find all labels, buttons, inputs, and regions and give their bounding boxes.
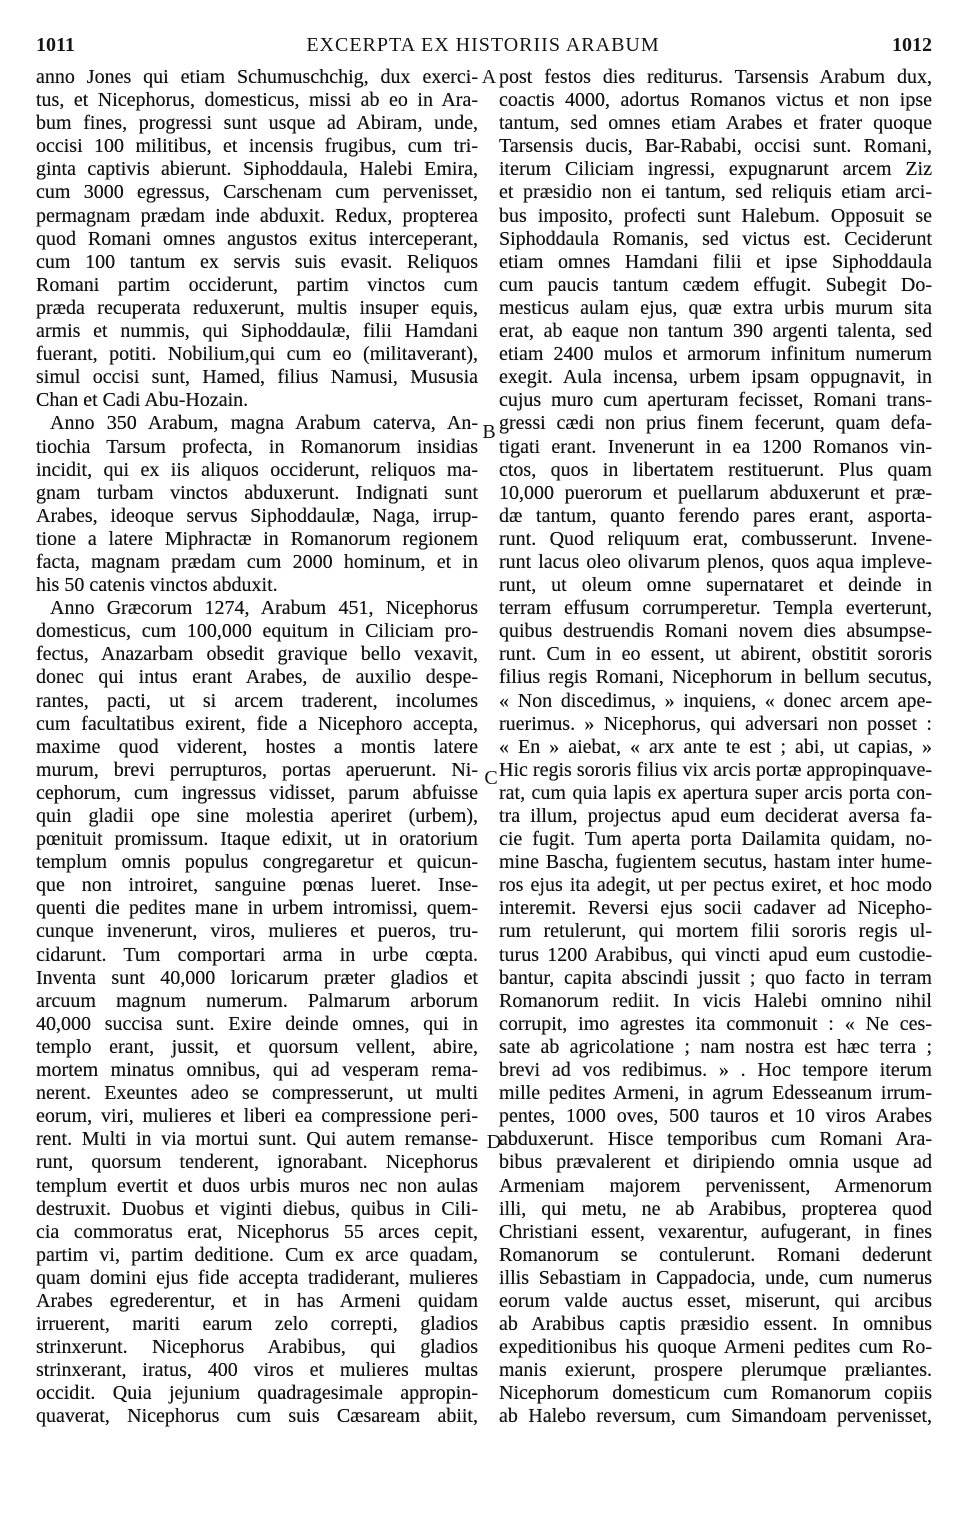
text-line: 40,000 succisa sunt. Exire deinde omnes, qui in (36, 1012, 478, 1035)
text-line: donec qui intus erant Arabes, de auxilio despe- (36, 666, 478, 689)
text-line: illi, qui metu, ne ab Arabibus, propterea quod (499, 1197, 932, 1220)
text-line: tantum, sed omnes etiam Arabes et frater quoque (499, 112, 932, 135)
text-line: iterum Ciliciam ingressi, expugnarunt arcem Ziz (499, 158, 932, 181)
text-line: interemit. Reversi ejus socii cadaver ad Nicepho- (499, 897, 932, 920)
page-number-left: 1011 (36, 34, 75, 56)
text-line: partim vi, partim deditione. Cum ex arce quadam, (36, 1243, 478, 1266)
text-line: dæ tantum, quanto ferendo pares erant, asporta- (499, 504, 932, 527)
text-line: templo erant, jussit, et quorsum vellent, abire, (36, 1035, 478, 1058)
text-line: eorum, viri, mulieres et liberi ea compressione peri- (36, 1105, 478, 1128)
text-line: terram effusum corrumperetur. Templa everterunt, (499, 597, 932, 620)
text-line: ruerimus. » Nicephorus, qui adversari non posset : (499, 712, 932, 735)
text-line: incidit, qui ex iis aliquos occiderunt, reliquos ma- (36, 458, 478, 481)
text-line: Siphoddaula Romanis, sed victus est. Ceciderunt (499, 227, 932, 250)
paragraph (36, 412, 478, 597)
text-line: mine Bascha, fugientem secutus, hastam inter hume- (499, 851, 932, 874)
text-line: rat, cum quia lapis ex apertura super arcis porta con- (499, 781, 932, 804)
margin-letter-b: B (482, 421, 496, 443)
text-line: his 50 catenis vinctos abduxit. (36, 574, 278, 597)
text-line: rantes, pacti, ut si arcem traderent, incolumes (36, 689, 478, 712)
text-line: rent. Multi in via mortui sunt. Qui autem remanse- (36, 1128, 478, 1151)
paragraph (36, 66, 478, 412)
text-line: cidarunt. Tum comportari arma in urbe cœpta. (36, 943, 478, 966)
text-line: Arabes, ideoque servus Siphoddaulæ, Naga, irrup- (36, 504, 478, 527)
text-line: præda recuperata reduxerunt, multis insuper equis, (36, 296, 478, 319)
text-line: gnam turbam vinctos abduxerunt. Indignati sunt (36, 481, 478, 504)
text-line: mille pedites Armeni, in agrum Edesseanum irrum- (499, 1082, 932, 1105)
text-line: Anno 350 Arabum, magna Arabum caterva, An- (50, 412, 478, 435)
text-line: Arabes egrederentur, et in has Armeni quidam (36, 1289, 478, 1312)
text-line: Hic regis sororis filius vix arcis portæ appropinquave- (499, 758, 932, 781)
left-column (36, 66, 478, 1429)
text-line: eorum valde auctus esset, miserunt, qui arcibus (499, 1289, 932, 1312)
text-line: pœnituit promissum. Itaque edixit, ut in oratorium (36, 828, 478, 851)
text-line: tra illum, projectus apud eum deciderat aversa fa- (499, 805, 932, 827)
text-line: ab Halebo reversum, cum Simandoam pervenisset, (499, 1405, 932, 1428)
text-line: templum evertit et duos urbis muros nec non aulas (36, 1174, 478, 1197)
text-line: quaverat, Nicephorus cum suis Cæsaream abiit, (36, 1405, 478, 1428)
text-line: runt. Quod reliquum erat, combusserunt. Invene- (499, 527, 932, 550)
text-line: Armeniam majorem pervenissent, Armenorum (499, 1174, 932, 1197)
text-line: Tarsensis ducis, Bar-Rababi, occisi sunt. Romani, (499, 135, 932, 158)
text-line: tione a latere Miphractæ in Romanorum regionem (36, 527, 478, 550)
text-line: runt, ut oleum omne supernataret et deinde in (499, 574, 932, 597)
text-line: permagnam prædam inde abduxit. Redux, propterea (36, 204, 478, 227)
text-line: ginta captivis abierunt. Siphoddaula, Halebi Emira, (36, 158, 478, 181)
text-line: exegit. Aula incensa, urbem ipsam oppugnavit, in (499, 366, 932, 389)
text-line: abduxerunt. Hisce temporibus cum Romani Ara- (499, 1128, 932, 1151)
text-line: Romanorum rediit. In vicis Halebi omnino nihil (499, 989, 932, 1012)
text-line: arcuum magnum numerum. Palmarum arborum (36, 989, 478, 1012)
text-line: rum retulerunt, qui mortem filii sororis regis ul- (499, 920, 932, 943)
text-line: que non introiret, sanguine pœnas lueret. Inse- (36, 874, 478, 897)
text-line: bus imposito, profecti sunt Halebum. Opposuit se (499, 204, 932, 227)
text-line: fuerant, potiti. Nobilium,qui cum eo (militaverant), (36, 343, 478, 366)
text-line: strinxerunt. Nicephorus Arabibus, qui gladios (36, 1336, 478, 1359)
text-line: Christiani essent, vexarentur, aufugerant, in fines (499, 1220, 932, 1243)
text-line: cum facultatibus exirent, fide a Nicephoro accepta, (36, 712, 478, 735)
text-line: gressi cædi non prius finem fecerunt, quam defa- (499, 412, 932, 435)
text-line: armis et nummis, qui Siphoddaulæ, filii Hamdani (36, 320, 478, 343)
text-line: etiam omnes Hamdani filii et ipse Siphoddaula (499, 250, 932, 273)
text-line: bum fines, progressi sunt usque ad Abiram, unde, (36, 112, 478, 135)
text-line: 10,000 puerorum et puellarum abduxerunt et præ- (499, 481, 932, 504)
text-line: quam domini ejus fide accepta tradiderant, mulieres (36, 1266, 478, 1289)
text-line: cie fugit. Tum aperta porta Dailamita quidam, no- (499, 828, 932, 851)
text-line: strinxerant, iratus, 400 viros et mulieres multas (36, 1359, 478, 1382)
text-line: corrupit, imo agrestes ita commonuit : « Ne ces- (499, 1012, 932, 1035)
text-line: cum 100 tantum ex servis suis evasit. Reliquos (36, 250, 478, 273)
text-line: runt, quorsum tenderent, ignorabant. Nicephorus (36, 1151, 478, 1174)
text-line: ctos, quos in libertatem restituerunt. Plus quam (499, 458, 932, 481)
text-line: fectus, Anazarbam obsedit gravique bello vexavit, (36, 643, 478, 666)
page-number-right: 1012 (892, 34, 932, 56)
text-line: cia commoratus erat, Nicephorus 55 arces cepit, (36, 1220, 478, 1243)
text-line: Chan et Cadi Abu-Hozain. (36, 389, 249, 412)
text-line: erat, ab eaque non tantum 390 argenti talenta, sed (499, 320, 932, 343)
text-line: quod Romani omnes angustos exitus interceperant, (36, 227, 478, 250)
text-line: post festos dies rediturus. Tarsensis Arabum dux, (499, 66, 932, 88)
text-line: cum 3000 egressus, Carschenam cum pervenisset, (36, 181, 478, 204)
text-line: murum, brevi perrupturos, portas aperuerunt. Ni- (36, 758, 478, 781)
text-line: maxime quod viderent, hostes a montis latere (36, 735, 478, 758)
text-line: ab Arabibus captis præsidio essent. In omnibus (499, 1313, 932, 1336)
text-line: occisi 100 militibus, et incensis frugibus, cum tri- (36, 135, 478, 158)
text-line: manis exierunt, prospere plerumque præliantes. (499, 1359, 932, 1382)
text-line: Anno Græcorum 1274, Arabum 451, Nicephorus (50, 597, 478, 620)
text-line: tigati erant. Invenerunt in ea 1200 Romanos vin- (499, 435, 932, 458)
text-line: expeditionibus his quoque Armeni pedites cum Ro- (499, 1336, 932, 1359)
text-line: occidit. Quia jejunium quadragesimale appropin- (36, 1382, 478, 1405)
text-line: runt. Cum in eo essent, ut abirent, obstitit sororis (499, 643, 932, 666)
text-line: templum omnis populus congregaretur et quicun- (36, 851, 478, 874)
text-line: anno Jones qui etiam Schumuschchig, dux exerci- (36, 66, 478, 88)
text-line: Romani partim occiderunt, partim vinctos cum (36, 273, 478, 296)
text-line: nerent. Exeuntes adeo se compresserunt, ut multi (36, 1082, 478, 1105)
text-line: tus, et Nicephorus, domesticus, missi ab eo in Ara- (36, 89, 478, 112)
text-line: tiochia Tarsum profecta, in Romanorum insidias (36, 435, 478, 458)
text-line: Romanorum se contulerunt. Romani dederunt (499, 1243, 932, 1266)
running-title: EXCERPTA EX HISTORIIS ARABUM (306, 34, 660, 56)
text-line: irruerent, mariti earum zelo correpti, gladios (36, 1313, 478, 1336)
text-line: illis Sebastiam in Cappadocia, unde, cum numerus (499, 1266, 932, 1289)
text-line: cujus muro cum aperturam fecisset, Romani trans- (499, 389, 932, 412)
margin-letter-a: A (481, 66, 497, 88)
text-line: quin gladii ope sine molestia aperiret (urbem), (36, 805, 478, 827)
text-line: et præsidio non ei tantum, sed reliquis etiam arci- (499, 181, 932, 204)
paragraph (36, 597, 478, 1428)
text-line: brevi ad vos redibimus. » . Hoc tempore iterum (499, 1059, 932, 1082)
text-line: ros ejus ita adegit, ut per pectus exiret, et hoc modo (499, 874, 932, 897)
text-line: « En » aiebat, « arx ante te est ; abi, ut capias, » (499, 735, 932, 758)
text-line: mortem minatus omnibus, qui ad vesperam rema- (36, 1059, 478, 1082)
margin-letter-c: C (484, 767, 498, 789)
text-line: runt lacus oleo olivarum plenos, quos aqua impleve- (499, 550, 932, 573)
text-line: turus 1200 Arabibus, qui vincti apud eum custodie- (499, 943, 932, 966)
text-line: Inventa sunt 40,000 loricarum præter gladios et (36, 966, 478, 989)
text-line: mesticus aulam ejus, quæ extra urbis murum sita (499, 296, 932, 319)
text-line: filius regis Romani, Nicephorum in bellum secutus, (499, 666, 932, 689)
text-line: domesticus, cum 100,000 equitum in Ciliciam pro- (36, 620, 478, 643)
text-line: bantur, capita abscindi jussit ; quo facto in terram (499, 966, 932, 989)
right-column (499, 66, 932, 1429)
text-line: quibus destruendis Romani novem dies absumpse- (499, 620, 932, 643)
text-line: Nicephorum domesticum cum Romanorum copiis (499, 1382, 932, 1405)
text-line: facta, magnam prædam cum 2000 hominum, et in (36, 550, 478, 573)
text-line: simul occisi sunt, Hamed, filius Namusi, Mususia (36, 366, 478, 389)
text-line: cum paucis tantum cædem effugit. Subegit Do- (499, 273, 932, 296)
text-line: coactis 4000, adortus Romanos victus et non ipse (499, 89, 932, 112)
paragraph (499, 66, 932, 1429)
text-line: « Non discedimus, » inquiens, « donec arcem ape- (499, 689, 932, 712)
text-line: cunque invenerunt, viros, mulieres et pueros, tru- (36, 920, 478, 943)
text-line: quenti die pedites mane in urbem intromissi, quem- (36, 897, 478, 920)
text-line: etiam 2400 mulos et armorum infinitum numerum (499, 343, 932, 366)
text-line: bibus prævalerent et diripiendo omnia usque ad (499, 1151, 932, 1174)
text-line: pentes, 1000 oves, 500 tauros et 10 viros Arabes (499, 1105, 932, 1128)
text-line: sate ab agricolatione ; nam nostra est hæc terra ; (499, 1035, 932, 1058)
text-line: cephorum, cum ingressus vidisset, parum abfuisse (36, 781, 478, 804)
text-line: destruxit. Duobus et viginti diebus, quibus in Cili- (36, 1197, 478, 1220)
margin-letter-d: D (486, 1131, 502, 1153)
